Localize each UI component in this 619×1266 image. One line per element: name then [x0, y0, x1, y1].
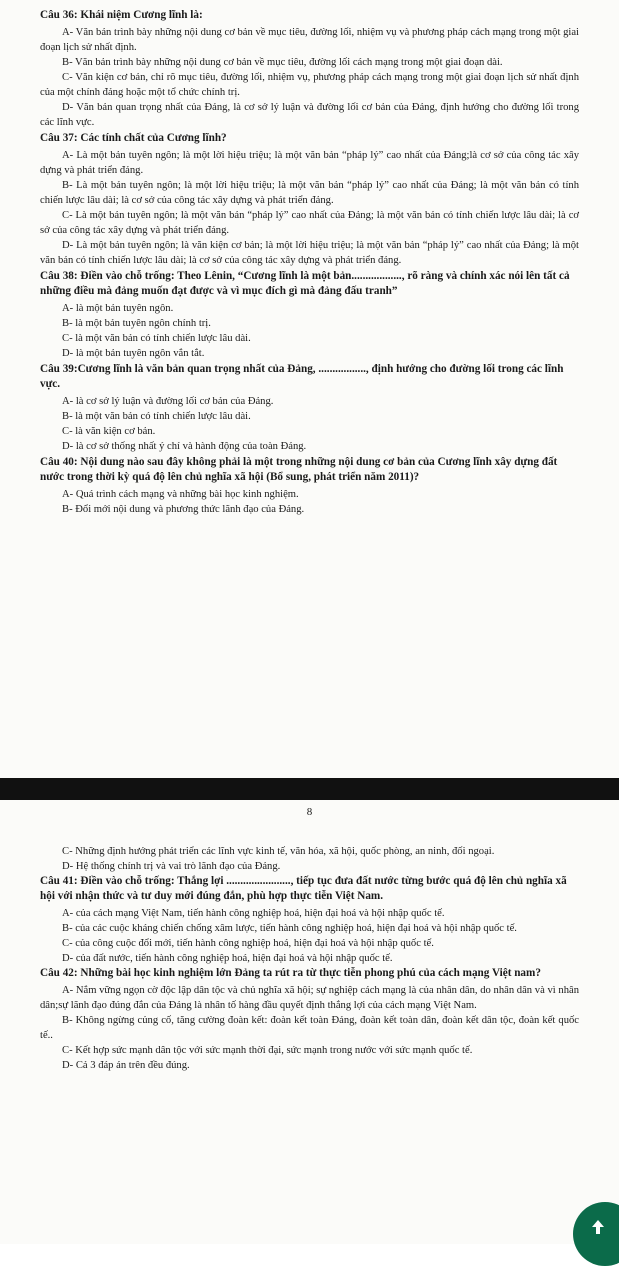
- question-40-title: Câu 40: Nội dung nào sau đây không phải là một trong những nội dung cơ bản của Cương lĩnh xây dựng đất nước trong thời kỳ quá độ lên chủ nghĩa xã hội (Bổ sung, phát triển năm 2011)?: [40, 456, 558, 483]
- question-40-option-a: A- Quá trình cách mạng và những bài học kinh nghiệm.: [62, 489, 299, 500]
- question-37-title: Câu 37: Các tính chất của Cương lĩnh?: [40, 132, 227, 144]
- question-41-option-c: C- của công cuộc đổi mới, tiến hành công nghiệp hoá, hiện đại hoá và hội nhập quốc tế.: [62, 938, 434, 949]
- question-41-option-d: D- của đất nước, tiến hành công nghiệp hoá, hiện đại hoá và hội nhập quốc tế.: [62, 953, 393, 964]
- question-36-option-a: A- Văn bản trình bày những nội dung cơ bản về mục tiêu, đường lối, nhiệm vụ và phương pháp cách mạng trong một giai đoạn lịch sử nhất định.: [40, 27, 579, 53]
- question-37-option-a: A- Là một bản tuyên ngôn; là một lời hiệu triệu; là một văn bản “pháp lý” cao nhất của Đảng;là cơ sở của công tác xây dựng và phát triển đảng.: [40, 150, 579, 176]
- question-39-option-d: D- là cơ sở thống nhất ý chí và hành động của toàn Đảng.: [62, 441, 307, 452]
- question-37-option-d: D- Là một bản tuyên ngôn; là văn kiện cơ bản; là một lời hiệu triệu; là một văn bản “pháp lý” cao nhất của Đảng; là một văn bản có tính chiến lược lâu dài; là cơ sở của công tác xây dựng và phát triển đảng.: [40, 240, 579, 266]
- question-39-option-a: A- là cơ sở lý luận và đường lối cơ bản của Đảng.: [62, 396, 274, 407]
- question-41-option-a: A- của cách mạng Việt Nam, tiến hành công nghiệp hoá, hiện đại hoá và hội nhập quốc tế.: [62, 908, 445, 919]
- question-36-title: Câu 36: Khái niệm Cương lĩnh là:: [40, 9, 203, 21]
- question-38-option-b: B- là một bản tuyên ngôn chính trị.: [62, 318, 211, 329]
- question-41-option-b: B- của các cuộc kháng chiến chống xâm lược, tiến hành công nghiệp hoá, hiện đại hoá và hội nhập quốc tế.: [62, 923, 517, 934]
- question-38-option-d: D- là một bản tuyên ngôn vắn tắt.: [62, 348, 205, 359]
- question-37-option-c: C- Là một bản tuyên ngôn; là một văn bản “pháp lý” cao nhất của Đảng; là một văn bản có tính chiến lược lâu dài; là cơ sở của công tác xây dựng và phát triển đảng.: [40, 210, 579, 236]
- arrow-up-icon: [588, 1217, 608, 1237]
- page-number: 8: [306, 806, 313, 818]
- question-40-option-d: D- Hệ thống chính trị và vai trò lãnh đạo của Đảng.: [62, 861, 281, 872]
- question-42-option-b: B- Không ngừng củng cố, tăng cường đoàn kết: đoàn kết toàn Đảng, đoàn kết toàn dân, đoàn kết dân tộc, đoàn kết quốc tế..: [40, 1015, 579, 1041]
- question-39-option-c: C- là văn kiện cơ bản.: [62, 426, 156, 437]
- question-38-title: Câu 38: Điền vào chỗ trống: Theo Lênin, “Cương lĩnh là một bản.................., rõ ràng và chính xác nói lên tất cả những điều mà đảng muốn đạt được và vì mục đích gì mà đảng đấu tranh”: [40, 270, 570, 297]
- question-39-option-b: B- là một văn bản có tính chiến lược lâu dài.: [62, 411, 251, 422]
- question-39-title: Câu 39:Cương lĩnh là văn bản quan trọng nhất của Đảng, ................., định hướng cho đường lối trong các lĩnh vực.: [40, 363, 564, 390]
- question-42-option-a: A- Nắm vững ngọn cờ độc lập dân tộc và chủ nghĩa xã hội; sự nghiệp cách mạng là của nhân dân, do nhân dân và vì nhân dân;sự lãnh đạo đúng đắn của Đảng là nhân tố hàng đầu quyết định thắng lợi của cách mạng Việt Nam.: [40, 985, 579, 1011]
- document-page-2: [0, 800, 619, 1244]
- question-38-option-c: C- là một văn bản có tính chiến lược lâu dài.: [62, 333, 251, 344]
- question-40-option-c: C- Những định hướng phát triển các lĩnh vực kinh tế, văn hóa, xã hội, quốc phòng, an ninh, đối ngoại.: [62, 846, 495, 857]
- question-42-title: Câu 42: Những bài học kinh nghiệm lớn Đảng ta rút ra từ thực tiễn phong phú của cách mạng Việt nam?: [40, 967, 541, 979]
- question-42-option-d: D- Cả 3 đáp án trên đều đúng.: [62, 1060, 190, 1071]
- question-41-title: Câu 41: Điền vào chỗ trống: Thắng lợi ......................., tiếp tục đưa đất nước từng bước quá độ lên chủ nghĩa xã hội với nhận thức và tư duy mới đúng đắn, phù hợp thực tiễn Việt Nam.: [40, 875, 567, 902]
- question-42-option-c: C- Kết hợp sức mạnh dân tộc với sức mạnh thời đại, sức mạnh trong nước với sức mạnh quốc tế.: [62, 1045, 473, 1056]
- question-36-option-d: D- Văn bản quan trọng nhất của Đảng, là cơ sở lý luận và đường lối cơ bản của Đảng, định hướng cho đường lối trong các lĩnh vực.: [40, 102, 579, 128]
- question-40-option-b: B- Đổi mới nội dung và phương thức lãnh đạo của Đảng.: [62, 504, 305, 515]
- question-37-option-b: B- Là một bản tuyên ngôn; là một lời hiệu triệu; là một văn bản “pháp lý” cao nhất của Đảng; là một văn bản có tính chiến lược lâu dài; là cơ sở của công tác xây dựng và phát triển đảng.: [40, 180, 579, 206]
- page-divider: [0, 778, 619, 800]
- question-36-option-b: B- Văn bản trình bày những nội dung cơ bản về mục tiêu, đường lối cách mạng trong một giai đoạn dài.: [62, 57, 503, 68]
- question-36-option-c: C- Văn kiện cơ bản, chỉ rõ mục tiêu, đường lối, nhiệm vụ, phương pháp cách mạng trong một giai đoạn lịch sử nhất định của một chính đảng hoặc một tổ chức chính trị.: [40, 72, 579, 98]
- question-38-option-a: A- là một bản tuyên ngôn.: [62, 303, 174, 314]
